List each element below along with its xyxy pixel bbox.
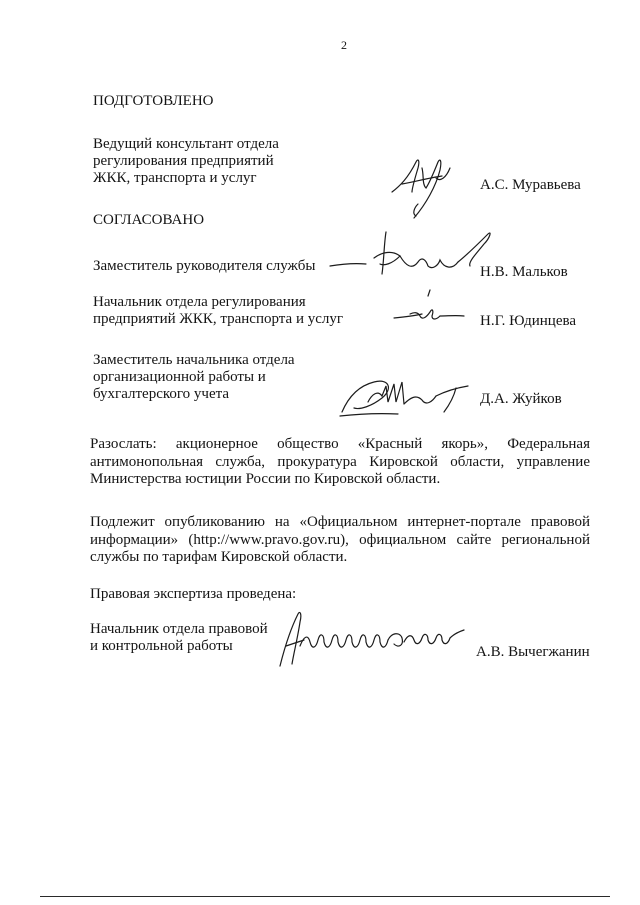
publication-paragraph xyxy=(90,514,590,567)
agreed-heading: СОГЛАСОВАНО xyxy=(93,212,205,228)
legal-review-heading: Правовая экспертиза проведена: xyxy=(90,586,297,602)
paragraph-line: информации» (http://www.pravo.gov.ru), официальном сайте региональной xyxy=(90,531,590,548)
legal-position-line: и контрольной работы xyxy=(90,638,233,654)
signer-position: организационной работы и xyxy=(93,369,266,385)
paragraph-line: службы по тарифам Кировской области. xyxy=(90,549,348,565)
signer-name: Н.В. Мальков xyxy=(480,264,568,280)
signer-position: Заместитель руководителя службы xyxy=(93,258,316,274)
bottom-rule xyxy=(40,896,610,897)
prepared-name: А.С. Муравьева xyxy=(480,177,581,193)
position-line: ЖКК, транспорта и услуг xyxy=(93,170,257,186)
signer-position: Заместитель начальника отдела xyxy=(93,352,295,368)
signer-name: Н.Г. Юдинцева xyxy=(480,313,577,329)
distribution-paragraph xyxy=(90,436,590,489)
paragraph-line: Разослать: акционерное общество «Красный якорь», Федеральная xyxy=(90,436,590,452)
signature-vychegzhanin xyxy=(272,606,468,670)
legal-position-line: Начальник отдела правовой xyxy=(90,621,268,637)
paragraph-line: Подлежит опубликованию на «Официальном интернет-портале правовой xyxy=(90,514,590,530)
signature-yudintseva xyxy=(388,288,468,328)
page-number: 2 xyxy=(341,38,347,52)
signer-position: бухгалтерского учета xyxy=(93,386,230,402)
paragraph-line: Министерства юстиции России по Кировской области. xyxy=(90,471,441,487)
prepared-heading: ПОДГОТОВЛЕНО xyxy=(93,93,214,109)
paragraph-line: антимонопольная служба, прокуратура Кировской области, управление xyxy=(90,453,590,470)
signature-malkov xyxy=(328,226,498,282)
position-line: регулирования предприятий xyxy=(93,153,274,169)
position-line: Ведущий консультант отдела xyxy=(93,136,279,152)
signer-position: Начальник отдела регулирования xyxy=(93,294,306,310)
legal-review-name: А.В. Вычегжанин xyxy=(476,644,590,660)
signature-zhuykov xyxy=(338,372,478,422)
signer-name: Д.А. Жуйков xyxy=(480,391,562,407)
signature-muravyeva xyxy=(378,148,478,224)
signer-position: предприятий ЖКК, транспорта и услуг xyxy=(93,311,344,327)
